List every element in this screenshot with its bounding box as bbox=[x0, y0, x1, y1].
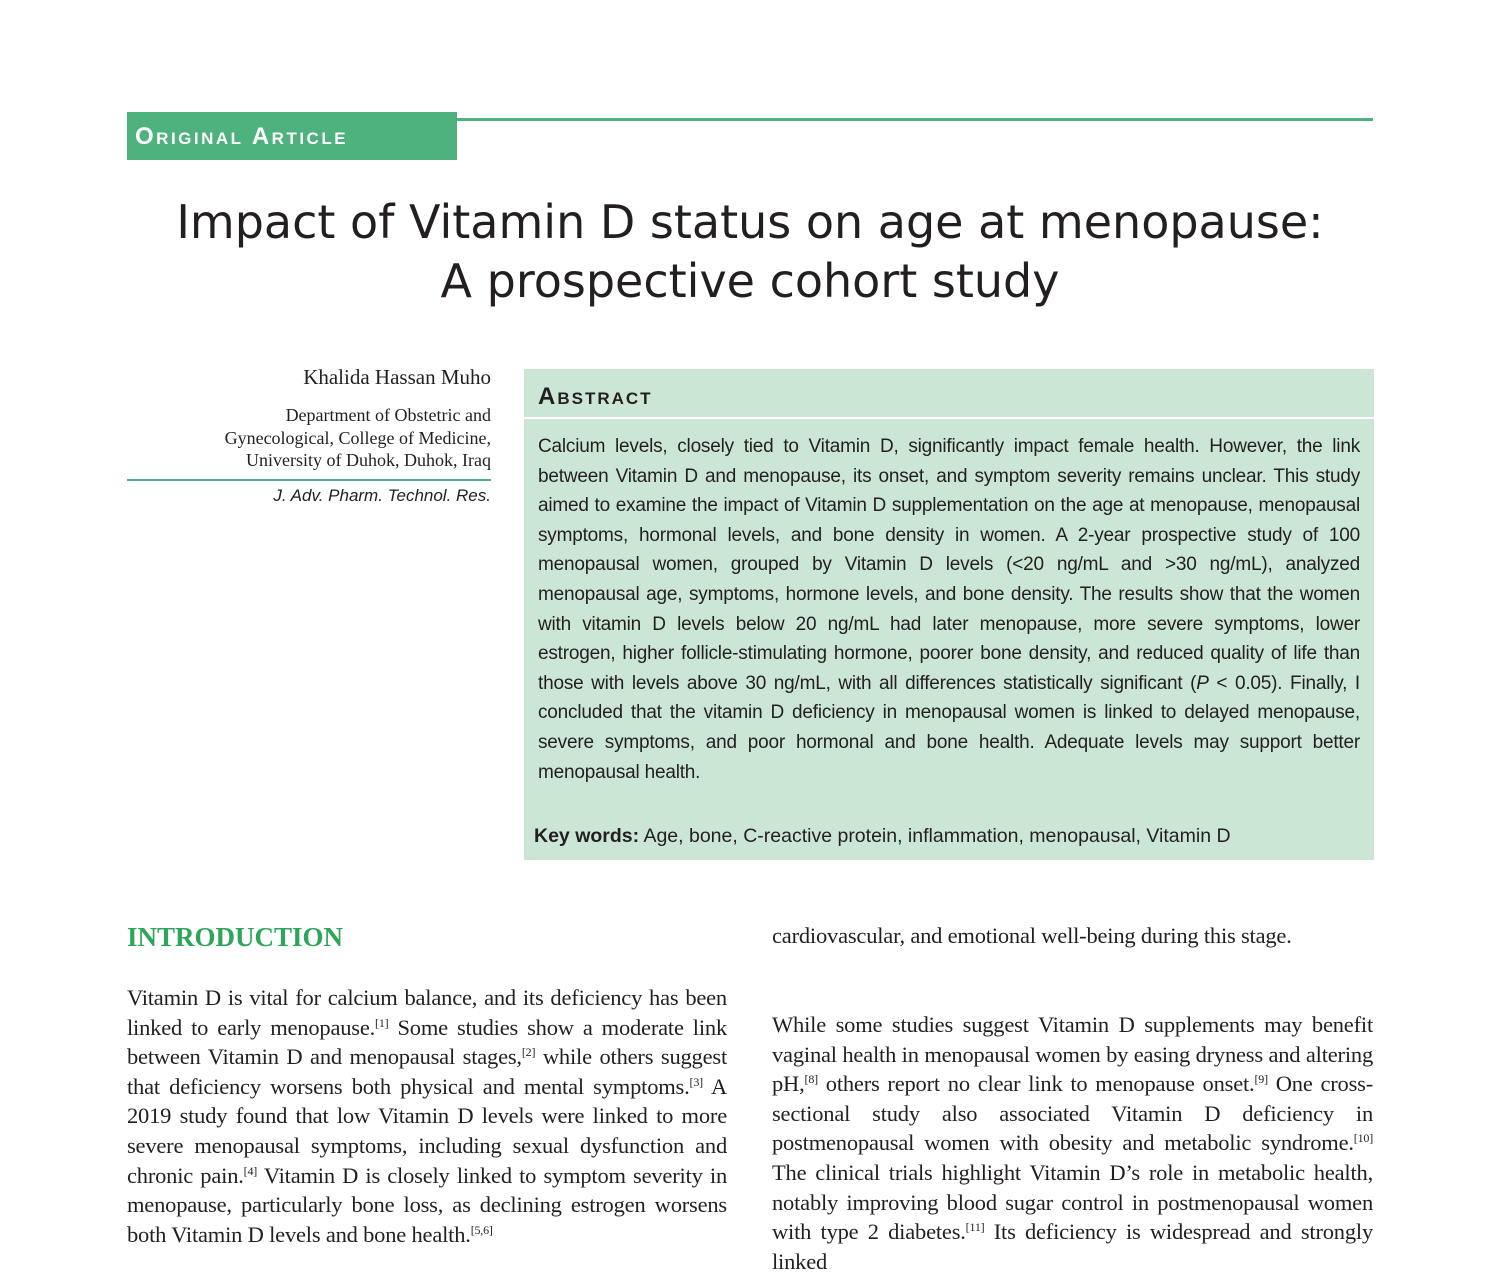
body-text: The clinical trials highlight Vitamin D’s role in metabolic health, notably improving blood sugar control in postmenopausal women with type 2 diabetes. bbox=[772, 1159, 1373, 1245]
citation-link[interactable]: [1] bbox=[375, 1015, 389, 1030]
body-text: others report no clear link to menopause onset. bbox=[817, 1071, 1255, 1097]
body-text: A 2019 study found that low Vitamin D levels were linked to more severe menopausal symptoms, including sexual dysfunction and chronic pain. bbox=[127, 1073, 727, 1188]
article-title bbox=[100, 193, 1400, 311]
journal-name: J. Adv. Pharm. Technol. Res. bbox=[273, 485, 491, 505]
introduction-heading: INTRODUCTION bbox=[127, 922, 344, 952]
body-text: while others suggest that deficiency worsens both physical and mental symptoms. bbox=[127, 1044, 727, 1099]
body-text: Vitamin D is vital for calcium balance, and its deficiency has been linked to early menopause. bbox=[127, 985, 727, 1040]
citation-link[interactable]: [10] bbox=[1353, 1131, 1373, 1146]
title-line-1: Impact of Vitamin D status on age at menopause: bbox=[176, 195, 1324, 249]
author-name: Khalida Hassan Muho bbox=[303, 365, 491, 389]
citation-link[interactable]: [3] bbox=[689, 1074, 703, 1089]
title-line-2: A prospective cohort study bbox=[440, 254, 1060, 308]
author-divider bbox=[127, 479, 491, 481]
citation-link[interactable]: [8] bbox=[804, 1072, 818, 1087]
body-text: While some studies suggest Vitamin D supplements may benefit vaginal health in menopausal women by easing dryness and altering pH, bbox=[772, 1012, 1373, 1097]
author-affiliation bbox=[127, 404, 491, 472]
author-block bbox=[127, 362, 491, 506]
abstract-text-part: < 0.05). Finally, I concluded that the vitamin D deficiency in menopausal women is linked to delayed menopause, severe symptoms, and poor hormonal and bone health. Adequate levels may support better menopausal health. bbox=[538, 672, 1360, 783]
keywords bbox=[534, 823, 1364, 849]
affiliation-line: Gynecological, College of Medicine, bbox=[224, 427, 491, 448]
citation-link[interactable]: [11] bbox=[965, 1220, 985, 1235]
body-text: Its deficiency is widespread and strongly linked bbox=[772, 1219, 1373, 1274]
introduction-paragraph-2 bbox=[772, 1010, 1373, 1276]
abstract-box bbox=[524, 369, 1374, 860]
p-value-symbol: P bbox=[1196, 672, 1209, 694]
introduction-paragraph-1 bbox=[127, 983, 727, 1249]
body-text: One cross-sectional study also associated Vitamin D deficiency in postmenopausal women with obesity and metabolic syndrome. bbox=[772, 1071, 1373, 1156]
citation-link[interactable]: [9] bbox=[1254, 1072, 1268, 1087]
citation-link[interactable]: [4] bbox=[243, 1163, 258, 1178]
introduction-paragraph-continued: cardiovascular, and emotional well-being during this stage. bbox=[772, 923, 1292, 948]
abstract-text bbox=[538, 432, 1360, 787]
citation-link[interactable]: [2] bbox=[521, 1045, 536, 1060]
body-text: Vitamin D is closely linked to symptom severity in menopause, particularly bone loss, as declining estrogen worsens both Vitamin D levels and bone health. bbox=[127, 1162, 727, 1247]
header-divider bbox=[457, 118, 1373, 121]
affiliation-line: Department of Obstetric and bbox=[285, 405, 491, 425]
abstract-heading: Abstract bbox=[524, 369, 1374, 419]
citation-link[interactable]: [5,6] bbox=[470, 1222, 493, 1237]
abstract-text-part: Calcium levels, closely tied to Vitamin D, significantly impact female health. However, the link between Vitamin D and menopause, its onset, and symptom severity remains unclear. This study aimed to examine the impact of Vitamin D supplementation on the age at menopause, menopausal symptoms, hormonal levels, and bone density in women. A 2-year prospective study of 100 menopausal women, grouped by Vitamin D levels (<20 ng/mL and >30 ng/mL), analyzed menopausal age, symptoms, hormone levels, and bone density. The results show that the women with vitamin D levels below 20 ng/mL had later menopause, more severe symptoms, lower estrogen, higher follicle-stimulating hormone, poorer bone density, and reduced quality of life than those with levels above 30 ng/mL, with all differences statistically significant ( bbox=[538, 436, 1360, 694]
body-text: Some studies show a moderate link between Vitamin D and menopausal stages, bbox=[127, 1014, 727, 1070]
article-type-banner: Original Article bbox=[127, 112, 457, 160]
keywords-list: Age, bone, C-reactive protein, inflammation, menopausal, Vitamin D bbox=[639, 825, 1231, 847]
keywords-label: Key words: bbox=[534, 825, 640, 847]
affiliation-line: University of Duhok, Duhok, Iraq bbox=[246, 450, 491, 470]
